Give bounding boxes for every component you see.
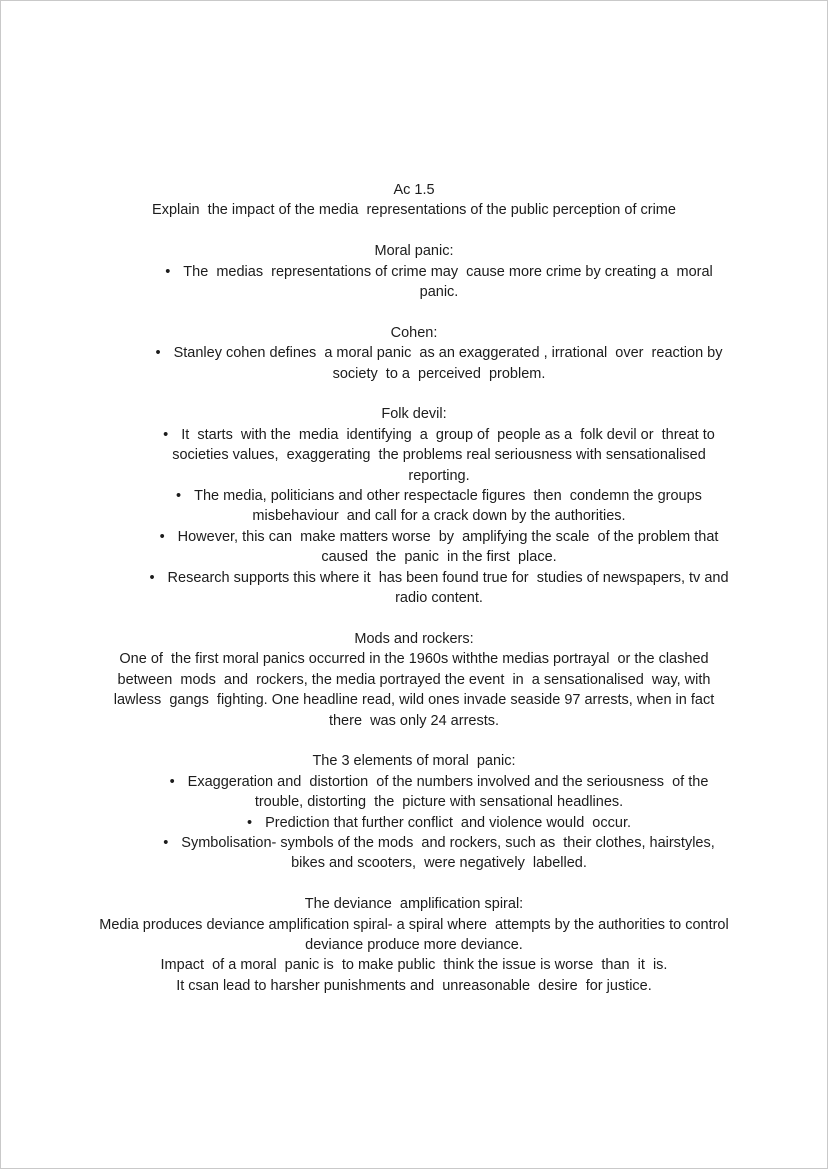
paragraph: Impact of a moral panic is to make public think the issue is worse than it is. [160,957,668,974]
list-item-text: However, this can make matters worse by amplifying the scale of the problem that caused the panic in the first place. [177,528,723,566]
list-item-text: Exaggeration and distortion of the numbers involved and the seriousness of the trouble, distorting the picture with sensational headlines. [187,773,713,811]
list-item-text: Research supports this where it has been found true for studies of newspapers, tv and radio content. [167,569,737,607]
section-heading: Mods and rockers: [354,630,474,647]
list-item [149,343,729,384]
section-cohen [99,323,729,384]
section-heading: Moral panic: [374,243,454,260]
bullet-icon: • [163,834,169,851]
section-deviance-amplification-spiral [99,894,733,996]
list-item [149,568,737,609]
list-item-text: It starts with the media identifying a group of people as a folk devil or threat to societies values, exaggerating the problems real seriousness with sensationalised reporting. [172,426,719,484]
bullet-icon: • [165,263,171,280]
list-item [149,813,729,833]
section-moral-panic [99,241,729,302]
bullet-icon: • [169,773,175,790]
section-heading: Cohen: [390,324,438,341]
section-folk-devil [99,404,737,608]
list-item [149,772,729,813]
list-item [149,486,729,527]
list-item [149,833,729,874]
list-item-text: The media, politicians and other respectacle figures then condemn the groups misbehaviour and call for a crack down by the authorities. [194,488,706,525]
section-heading: The 3 elements of moral panic: [312,753,516,770]
bullet-icon: • [159,528,165,545]
paragraph: It csan lead to harsher punishments and unreasonable desire for justice. [176,977,652,994]
section-three-elements [99,751,729,873]
list-item-text: Symbolisation- symbols of the mods and rockers, such as their clothes, hairstyles, bikes and scooters, were negatively labelled. [181,834,719,872]
document-page [1,1,827,996]
list-item-text: Stanley cohen defines a moral panic as an exaggerated , irrational over reaction by society to a perceived problem. [173,345,727,382]
section-heading: Folk devil: [381,406,447,423]
list-item-text: Prediction that further conflict and violence would occur. [265,814,631,831]
paragraph: One of the first moral panics occurred in the 1960s withthe medias portrayal or the clashed between mods and rockers, the media portrayed the event in a sensationalised way, with lawless gangs fighting. One headline read, wild ones invade seaside 97 arrests, when in fact there was only 24 arrests. [113,651,719,729]
list-item [149,425,729,486]
bullet-icon: • [247,814,253,831]
list-item [149,527,729,568]
list-item [149,262,729,303]
section-heading: The deviance amplification spiral: [304,896,524,913]
bullet-icon: • [163,426,169,443]
bullet-icon: • [149,569,155,586]
bullet-icon: • [155,345,161,362]
doc-title: Ac 1.5 [393,182,435,198]
section-mods-and-rockers [99,629,729,731]
doc-subtitle: Explain the impact of the media representations of the public perception of crime [152,202,676,219]
bullet-icon: • [176,488,182,505]
paragraph: Media produces deviance amplification spiral- a spiral where attempts by the authorities to control deviance produce more deviance. [99,916,733,953]
list-item-text: The medias representations of crime may cause more crime by creating a moral panic. [183,263,717,301]
